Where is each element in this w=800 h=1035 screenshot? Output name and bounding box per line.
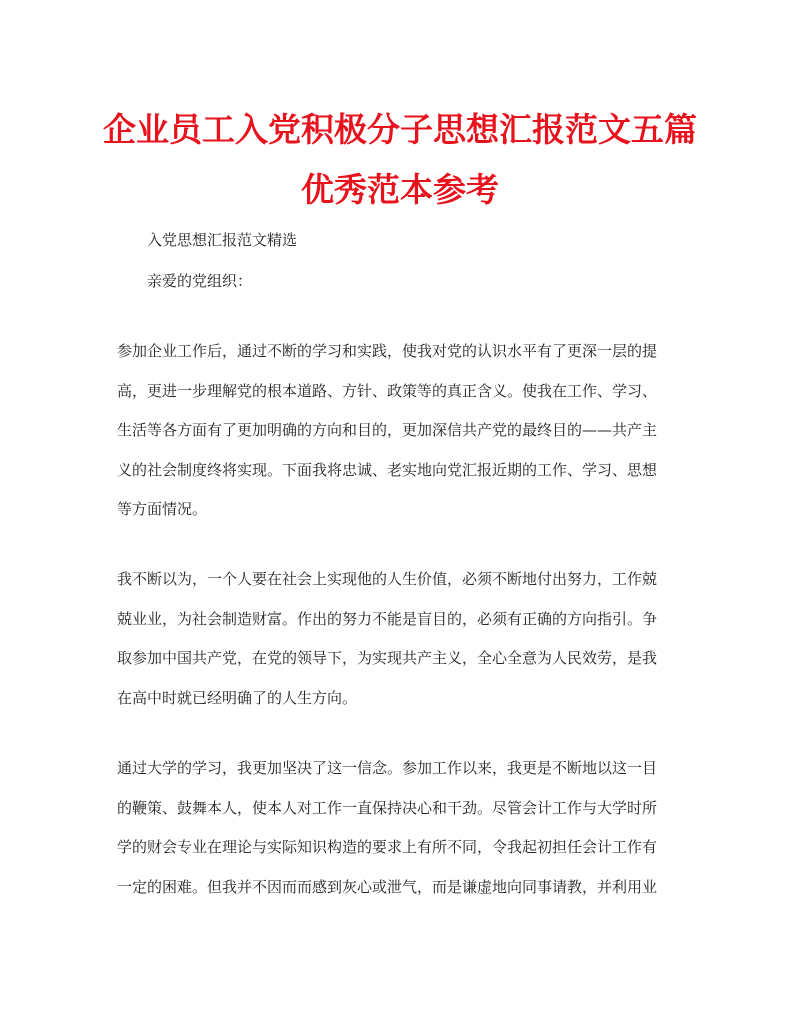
- paragraph-line: 通过大学的学习，我更加坚决了这一信念。参加工作以来，我更是不断地以这一目: [117, 759, 658, 777]
- paragraph-line: 的鞭策、鼓舞本人，使本人对工作一直保持决心和干劲。尽管会计工作与大学时所: [117, 798, 658, 817]
- salutation: 亲爱的党组织：: [147, 272, 253, 290]
- paragraph-2: [117, 560, 687, 718]
- paragraph-line: 兢业业，为社会制造财富。作出的努力不能是盲目的，必须有正确的方向指引。争: [117, 609, 658, 628]
- paragraph-line: 等方面情况。: [117, 500, 208, 518]
- document-title-line-1: 企业员工入党积极分子思想汇报范文五篇: [103, 110, 697, 149]
- paragraph-line: 取参加中国共产党，在党的领导下，为实现共产主义，全心全意为人民效劳，是我: [117, 649, 658, 667]
- section-heading: 入党思想汇报范文精选: [147, 231, 298, 249]
- paragraph-line: 我不断以为，一个人要在社会上实现他的人生价值，必须不断地付出努力，工作兢: [117, 570, 658, 588]
- paragraph-3: [117, 749, 687, 907]
- paragraph-line: 学的财会专业在理论与实际知识构造的要求上有所不同，令我起初担任会计工作有: [117, 838, 658, 856]
- paragraph-line: 高，更进一步理解党的根本道路、方针、政策等的真正含义。使我在工作、学习、: [117, 381, 658, 400]
- paragraph-line: 在高中时就已经明确了的人生方向。: [117, 688, 358, 707]
- document-title-line-2: 优秀范本参考: [301, 170, 499, 209]
- paragraph-line: 一定的困难。但我并不因而而感到灰心或泄气，而是谦虚地向同事请教，并利用业: [117, 877, 658, 896]
- paragraph-line: 生活等各方面有了更加明确的方向和目的，更加深信共产党的最终目的——共产主: [117, 421, 658, 439]
- paragraph-line: 义的社会制度终将实现。下面我将忠诚、老实地向党汇报近期的工作、学习、思想: [117, 460, 658, 479]
- paragraph-1: [117, 332, 687, 530]
- paragraph-line: 参加企业工作后，通过不断的学习和实践，使我对党的认识水平有了更深一层的提: [117, 342, 658, 360]
